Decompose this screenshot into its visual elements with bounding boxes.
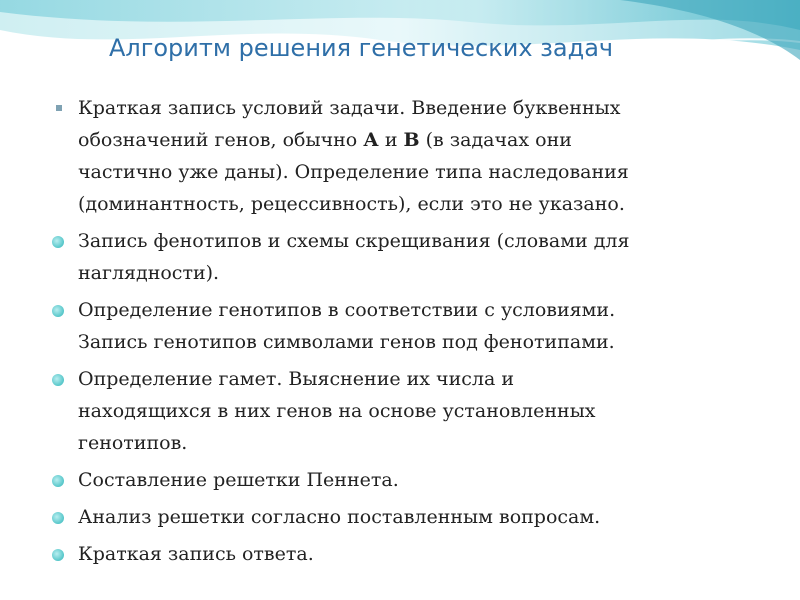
slide-title: Алгоритм решения генетических задач [109,34,614,62]
dot-bullet-icon [52,305,64,317]
dot-bullet-icon [52,374,64,386]
bullet-text-segment: (в задачах они частично уже даны). Определение типа наследования (доминантность, рецессивность), если это не указано. [78,129,629,215]
bullet-text [78,97,629,215]
gene-symbol: В [403,129,420,151]
bullet-text-segment: Анализ решетки согласно поставленным вопросам. [78,506,601,528]
bullet-text-segment: Составление решетки Пеннета. [78,469,399,491]
bullet-text [78,506,600,528]
bullet-text [78,368,596,454]
bullet-text-segment: Определение генотипов в соответствии с условиями. Запись генотипов символами генов под фенотипами. [78,299,616,353]
bullet-text [78,299,615,353]
bullet-item [48,92,768,220]
bullet-list [48,92,768,575]
square-bullet-icon [56,105,62,111]
dot-bullet-icon [52,475,64,487]
bullet-text [78,543,314,565]
bullet-text [78,230,629,284]
bullet-text-segment: Определение гамет. Выяснение их числа и находящихся в них генов на основе установленных генотипов. [78,368,596,454]
bullet-item [48,294,768,358]
bullet-item [48,464,768,496]
gene-symbol: А [363,129,379,151]
bullet-text-segment: и [378,129,404,151]
bullet-item [48,538,768,570]
bullet-text [78,469,399,491]
dot-bullet-icon [52,549,64,561]
bullet-text-segment: Запись фенотипов и схемы скрещивания (словами для наглядности). [78,230,630,284]
dot-bullet-icon [52,236,64,248]
bullet-text-segment: Краткая запись ответа. [78,543,314,565]
bullet-item [48,363,768,459]
dot-bullet-icon [52,512,64,524]
bullet-item [48,501,768,533]
bullet-item [48,225,768,289]
bullet-text-segment: Краткая запись условий задачи. Введение буквенных обозначений генов, обычно [78,97,621,151]
